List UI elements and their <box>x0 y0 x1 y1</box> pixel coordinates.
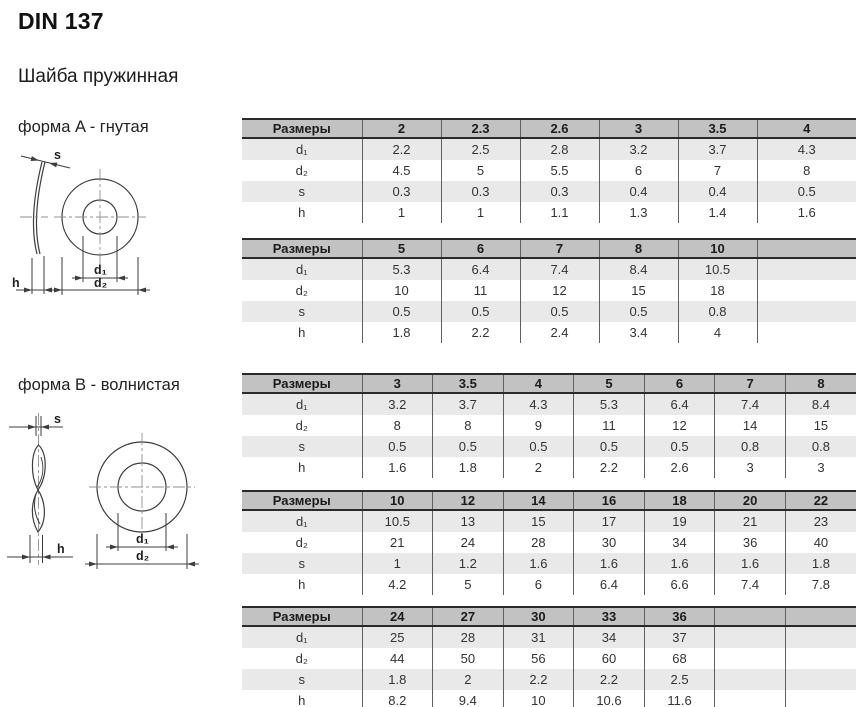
table-header-row <box>242 491 856 510</box>
value-cell: 11 <box>574 415 645 436</box>
row-label: d₁ <box>242 138 362 160</box>
dim-label-d2: d₂ <box>136 549 150 563</box>
value-cell: 3 <box>715 457 786 478</box>
row-label: d₂ <box>242 415 362 436</box>
value-cell: 25 <box>362 626 433 648</box>
value-cell: 56 <box>503 648 574 669</box>
dimension-column-header: Размеры <box>242 607 362 626</box>
value-cell <box>757 322 856 343</box>
form-b-sizes-table-3 <box>242 606 856 707</box>
size-column-header <box>757 239 856 258</box>
table-row <box>242 415 856 436</box>
value-cell: 2.5 <box>441 138 520 160</box>
dim-label-d1: d₁ <box>94 263 107 277</box>
value-cell: 1.8 <box>362 322 441 343</box>
row-label: d₁ <box>242 510 362 532</box>
size-column-header: 16 <box>574 491 645 510</box>
size-column-header: 3 <box>599 119 678 138</box>
dim-label-d2: d₂ <box>94 276 108 290</box>
size-column-header: 2.6 <box>520 119 599 138</box>
value-cell: 0.5 <box>433 436 504 457</box>
value-cell: 4.2 <box>362 574 433 595</box>
value-cell: 8.2 <box>362 690 433 707</box>
table-row <box>242 553 856 574</box>
value-cell: 0.3 <box>441 181 520 202</box>
value-cell: 2.2 <box>503 669 574 690</box>
size-column-header: 3.5 <box>678 119 757 138</box>
form-b-side-view <box>7 412 73 565</box>
size-column-header <box>715 607 786 626</box>
value-cell: 34 <box>574 626 645 648</box>
value-cell: 0.4 <box>599 181 678 202</box>
value-cell: 1.8 <box>785 553 856 574</box>
value-cell: 0.5 <box>757 181 856 202</box>
table-header-row <box>242 607 856 626</box>
table-row <box>242 138 856 160</box>
value-cell: 4.3 <box>757 138 856 160</box>
value-cell: 6.4 <box>441 258 520 280</box>
value-cell: 24 <box>433 532 504 553</box>
value-cell: 1 <box>362 202 441 223</box>
value-cell: 14 <box>715 415 786 436</box>
form-a-section-label: форма A - гнутая <box>18 118 149 136</box>
size-column-header: 2 <box>362 119 441 138</box>
dim-label-h: h <box>12 276 20 290</box>
value-cell: 2.4 <box>520 322 599 343</box>
row-label: h <box>242 202 362 223</box>
size-column-header: 8 <box>599 239 678 258</box>
value-cell <box>785 626 856 648</box>
dim-label-s: s <box>54 412 61 426</box>
form-a-side-view <box>12 148 70 294</box>
size-column-header: 24 <box>362 607 433 626</box>
row-label: h <box>242 457 362 478</box>
value-cell: 0.5 <box>644 436 715 457</box>
value-cell <box>715 669 786 690</box>
value-cell: 3.4 <box>599 322 678 343</box>
table-header-row <box>242 374 856 393</box>
value-cell: 6.6 <box>644 574 715 595</box>
value-cell: 6.4 <box>574 574 645 595</box>
table-row <box>242 510 856 532</box>
value-cell: 2.2 <box>441 322 520 343</box>
value-cell: 17 <box>574 510 645 532</box>
row-label: h <box>242 322 362 343</box>
size-column-header: 18 <box>644 491 715 510</box>
row-label: s <box>242 553 362 574</box>
value-cell: 10 <box>362 280 441 301</box>
value-cell <box>757 280 856 301</box>
size-column-header: 3 <box>362 374 433 393</box>
row-label: d₁ <box>242 393 362 415</box>
value-cell: 13 <box>433 510 504 532</box>
value-cell <box>715 648 786 669</box>
value-cell: 8.4 <box>599 258 678 280</box>
form-a-sizes-table-1 <box>242 118 856 223</box>
value-cell: 9 <box>503 415 574 436</box>
table-row <box>242 322 856 343</box>
table-header-row <box>242 119 856 138</box>
dim-label-h: h <box>57 542 65 556</box>
value-cell: 0.4 <box>678 181 757 202</box>
size-column-header: 20 <box>715 491 786 510</box>
row-label: h <box>242 690 362 707</box>
row-label: h <box>242 574 362 595</box>
value-cell: 30 <box>574 532 645 553</box>
size-column-header: 36 <box>644 607 715 626</box>
dimension-column-header: Размеры <box>242 239 362 258</box>
value-cell: 0.8 <box>785 436 856 457</box>
value-cell: 5.5 <box>520 160 599 181</box>
value-cell: 6.4 <box>644 393 715 415</box>
value-cell: 10.5 <box>362 510 433 532</box>
table-row <box>242 690 856 707</box>
value-cell: 1.3 <box>599 202 678 223</box>
table-row <box>242 532 856 553</box>
table-row <box>242 436 856 457</box>
value-cell: 10 <box>503 690 574 707</box>
table-row <box>242 393 856 415</box>
size-column-header: 4 <box>757 119 856 138</box>
value-cell: 8 <box>757 160 856 181</box>
value-cell <box>785 690 856 707</box>
value-cell: 11 <box>441 280 520 301</box>
value-cell: 1.6 <box>644 553 715 574</box>
value-cell: 6 <box>503 574 574 595</box>
table-header-row <box>242 239 856 258</box>
value-cell: 8 <box>433 415 504 436</box>
size-column-header: 8 <box>785 374 856 393</box>
value-cell: 0.5 <box>441 301 520 322</box>
dimension-column-header: Размеры <box>242 119 362 138</box>
table-row <box>242 301 856 322</box>
value-cell: 2.2 <box>362 138 441 160</box>
value-cell: 7.4 <box>715 574 786 595</box>
dim-label-d1: d₁ <box>136 532 149 546</box>
form-a-front-view <box>50 169 150 295</box>
value-cell: 2.8 <box>520 138 599 160</box>
value-cell: 31 <box>503 626 574 648</box>
value-cell: 1.1 <box>520 202 599 223</box>
row-label: s <box>242 669 362 690</box>
value-cell: 19 <box>644 510 715 532</box>
form-b-drawing <box>5 403 217 603</box>
size-column-header: 7 <box>520 239 599 258</box>
size-column-header: 6 <box>644 374 715 393</box>
form-b-front-view <box>85 433 199 569</box>
value-cell: 1.2 <box>433 553 504 574</box>
value-cell: 1 <box>362 553 433 574</box>
value-cell: 1.8 <box>362 669 433 690</box>
row-label: s <box>242 301 362 322</box>
form-a-sizes-table-2 <box>242 238 856 343</box>
form-b-sizes-table-2 <box>242 490 856 595</box>
value-cell: 0.5 <box>520 301 599 322</box>
row-label: d₂ <box>242 280 362 301</box>
table-row <box>242 457 856 478</box>
form-b-section-label: форма B - волнистая <box>18 376 180 394</box>
value-cell: 1.6 <box>503 553 574 574</box>
value-cell: 3.7 <box>433 393 504 415</box>
value-cell: 23 <box>785 510 856 532</box>
value-cell: 36 <box>715 532 786 553</box>
value-cell <box>757 258 856 280</box>
value-cell: 10.5 <box>678 258 757 280</box>
value-cell: 3.7 <box>678 138 757 160</box>
dimension-column-header: Размеры <box>242 374 362 393</box>
value-cell: 10.6 <box>574 690 645 707</box>
value-cell: 15 <box>785 415 856 436</box>
value-cell: 21 <box>715 510 786 532</box>
value-cell: 2.5 <box>644 669 715 690</box>
size-column-header: 3.5 <box>433 374 504 393</box>
value-cell: 0.5 <box>574 436 645 457</box>
size-column-header: 27 <box>433 607 504 626</box>
row-label: d₂ <box>242 532 362 553</box>
table-row <box>242 669 856 690</box>
value-cell: 2.2 <box>574 457 645 478</box>
value-cell <box>785 648 856 669</box>
value-cell: 4.3 <box>503 393 574 415</box>
size-column-header: 30 <box>503 607 574 626</box>
value-cell: 12 <box>644 415 715 436</box>
value-cell: 21 <box>362 532 433 553</box>
value-cell: 8.4 <box>785 393 856 415</box>
size-column-header <box>785 607 856 626</box>
value-cell: 1.6 <box>715 553 786 574</box>
dim-label-s: s <box>54 148 61 162</box>
value-cell: 7.4 <box>520 258 599 280</box>
table-row <box>242 648 856 669</box>
value-cell: 6 <box>599 160 678 181</box>
value-cell: 1.4 <box>678 202 757 223</box>
value-cell: 4 <box>678 322 757 343</box>
value-cell: 0.3 <box>362 181 441 202</box>
size-column-header: 2.3 <box>441 119 520 138</box>
table-row <box>242 626 856 648</box>
value-cell: 7.8 <box>785 574 856 595</box>
value-cell <box>785 669 856 690</box>
value-cell: 11.6 <box>644 690 715 707</box>
value-cell: 60 <box>574 648 645 669</box>
value-cell: 0.5 <box>599 301 678 322</box>
value-cell: 5 <box>441 160 520 181</box>
row-label: d₁ <box>242 626 362 648</box>
value-cell: 0.5 <box>362 436 433 457</box>
size-column-header: 7 <box>715 374 786 393</box>
value-cell: 0.5 <box>503 436 574 457</box>
value-cell: 15 <box>599 280 678 301</box>
value-cell: 28 <box>503 532 574 553</box>
value-cell: 34 <box>644 532 715 553</box>
value-cell: 40 <box>785 532 856 553</box>
page-title: DIN 137 <box>18 8 104 34</box>
size-column-header: 6 <box>441 239 520 258</box>
size-column-header: 14 <box>503 491 574 510</box>
value-cell: 0.5 <box>362 301 441 322</box>
value-cell: 2.2 <box>574 669 645 690</box>
value-cell: 2.6 <box>644 457 715 478</box>
table-row <box>242 258 856 280</box>
row-label: d₂ <box>242 160 362 181</box>
value-cell: 2 <box>433 669 504 690</box>
value-cell: 0.8 <box>678 301 757 322</box>
value-cell: 28 <box>433 626 504 648</box>
value-cell: 0.3 <box>520 181 599 202</box>
table-row <box>242 202 856 223</box>
value-cell: 3.2 <box>599 138 678 160</box>
table-row <box>242 280 856 301</box>
value-cell: 5.3 <box>574 393 645 415</box>
value-cell: 0.8 <box>715 436 786 457</box>
value-cell: 1.6 <box>574 553 645 574</box>
value-cell: 1 <box>441 202 520 223</box>
row-label: s <box>242 181 362 202</box>
value-cell <box>715 626 786 648</box>
row-label: d₁ <box>242 258 362 280</box>
value-cell: 7 <box>678 160 757 181</box>
value-cell: 44 <box>362 648 433 669</box>
table-row <box>242 181 856 202</box>
size-column-header: 33 <box>574 607 645 626</box>
table-row <box>242 160 856 181</box>
page-subtitle: Шайба пружинная <box>18 66 179 87</box>
value-cell: 1.6 <box>757 202 856 223</box>
dimension-column-header: Размеры <box>242 491 362 510</box>
value-cell: 18 <box>678 280 757 301</box>
value-cell: 50 <box>433 648 504 669</box>
value-cell: 9.4 <box>433 690 504 707</box>
size-column-header: 5 <box>362 239 441 258</box>
value-cell: 4.5 <box>362 160 441 181</box>
value-cell: 37 <box>644 626 715 648</box>
value-cell: 12 <box>520 280 599 301</box>
size-column-header: 5 <box>574 374 645 393</box>
value-cell: 68 <box>644 648 715 669</box>
value-cell: 2 <box>503 457 574 478</box>
value-cell: 5 <box>433 574 504 595</box>
size-column-header: 22 <box>785 491 856 510</box>
value-cell: 7.4 <box>715 393 786 415</box>
value-cell: 5.3 <box>362 258 441 280</box>
form-a-drawing <box>8 142 236 310</box>
size-column-header: 12 <box>433 491 504 510</box>
value-cell <box>715 690 786 707</box>
value-cell: 1.8 <box>433 457 504 478</box>
row-label: d₂ <box>242 648 362 669</box>
row-label: s <box>242 436 362 457</box>
size-column-header: 10 <box>362 491 433 510</box>
value-cell: 15 <box>503 510 574 532</box>
value-cell: 3.2 <box>362 393 433 415</box>
table-row <box>242 574 856 595</box>
value-cell <box>757 301 856 322</box>
value-cell: 1.6 <box>362 457 433 478</box>
value-cell: 8 <box>362 415 433 436</box>
form-b-sizes-table-1 <box>242 373 856 478</box>
value-cell: 3 <box>785 457 856 478</box>
size-column-header: 4 <box>503 374 574 393</box>
size-column-header: 10 <box>678 239 757 258</box>
